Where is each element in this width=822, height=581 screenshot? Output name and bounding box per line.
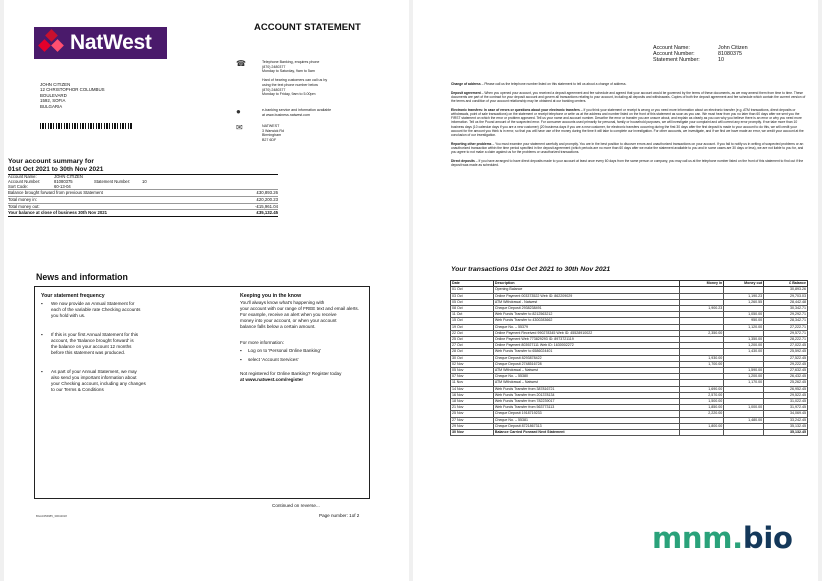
transaction-cell: 26,952.45	[764, 386, 808, 392]
bullet-icon: ▪	[41, 301, 43, 306]
contact-line: (870) 2480377	[262, 87, 286, 92]
transaction-cell: 1,350.00	[724, 337, 764, 343]
news-line: select 'Account Services'	[248, 357, 299, 362]
transaction-cell: 27,022.45	[764, 343, 808, 349]
transaction-cell: 2,350.00	[680, 330, 724, 336]
transaction-cell: Web Funds Transfer to 4300283662	[493, 318, 680, 324]
address-line: BOULEVARD	[40, 92, 67, 98]
transaction-cell: 1,900.23	[680, 306, 724, 312]
transaction-cell: ATM Withdrawal - Natwest	[493, 299, 680, 305]
transaction-cell: 1,200.00	[724, 374, 764, 380]
page2-account-number: 81080375	[718, 51, 742, 58]
summary-value: -£15,961.04	[255, 203, 278, 209]
account-number: 81080375	[54, 178, 73, 184]
contact-line: 3 Warwick Rd	[262, 128, 285, 133]
transaction-cell: 05 Oct	[451, 299, 494, 305]
transaction-cell: 1,590.00	[724, 368, 764, 374]
transaction-cell: Online Payment Received 990278345 Web ID: 45528910022	[493, 330, 680, 336]
transaction-cell: 1,800.00	[680, 423, 724, 429]
statement-page-1	[4, 0, 409, 581]
summary-value: £30,893.26	[256, 190, 278, 196]
transaction-cell: Online Payment Web 773829293 ID: 8973721119	[493, 337, 680, 343]
transaction-cell: 1,500.00	[680, 399, 724, 405]
news-right-item	[240, 357, 370, 363]
transaction-cell: 29,292.71	[764, 312, 808, 318]
transaction-cell: 11 Oct	[451, 312, 494, 318]
transaction-cell: Online Payment 003373522 Web ID: 862209029	[493, 293, 680, 299]
contact-line: NATWEST	[262, 124, 280, 128]
transaction-cell: 25 Oct	[451, 337, 494, 343]
transaction-cell: 05 Nov	[451, 368, 494, 374]
terms-paragraph	[451, 142, 807, 155]
summary-period: 01st Oct 2021 to 30th Nov 2021	[8, 166, 278, 175]
transaction-cell: 21 Nov	[451, 405, 494, 411]
news-line: Log on to 'Personal Online Banking'	[248, 348, 321, 353]
column-header: Description	[493, 281, 680, 287]
contact-text	[262, 60, 382, 97]
transaction-cell	[724, 430, 764, 436]
page2-account-info: Account Name: John Citizen Account Number: 81080375 Statement Number: 10	[653, 45, 748, 64]
transaction-cell: Web Funds Transfer to 8212563212	[493, 312, 680, 318]
postal-barcode	[40, 123, 132, 129]
transaction-cell: 26,432.45	[764, 374, 808, 380]
contact-line: using the text phone number below	[262, 82, 318, 87]
statement-page-2	[413, 0, 818, 581]
transaction-cell: 08 Oct	[451, 306, 494, 312]
column-header: Money out	[724, 281, 764, 287]
transaction-cell: 14 Nov	[451, 386, 494, 392]
page2-statement-number: 10	[718, 57, 724, 64]
news-left-item	[41, 301, 191, 319]
news-line: balance falls below a certain amount.	[240, 324, 316, 329]
transaction-cell: 27 Oct	[451, 343, 494, 349]
customer-address	[40, 82, 105, 109]
transaction-cell: Balance Carried Forward Next Statement	[493, 430, 680, 436]
contact-text	[262, 124, 382, 142]
contact-line: Monday to Saturday, 9am to 5am	[262, 69, 315, 74]
transaction-cell: 29,703.03	[764, 293, 808, 299]
contact-line: Hard of hearing customers can call us by	[262, 78, 328, 83]
transaction-cell: 31,972.45	[764, 405, 808, 411]
transaction-cell: 27,632.45	[764, 368, 808, 374]
transaction-cell: 34,069.45	[764, 411, 808, 417]
transaction-cell: 1,120.00	[724, 324, 764, 330]
transaction-cell	[680, 430, 724, 436]
terms-body: – You must examine your statement carefully and promptly. You are in the best position to discover errors and unauthorized transactions on your account. If you fail to notify us in writing of suspected problems or an unauthorized transaction within the time period specified in the deposit agreement (which periods are no more than 60 days after we make the statement available to you and in some cases are 30 days or less), we are not liable to you for, and you agree to not make a claim against us for the problems or unauthorized transactions.	[451, 141, 804, 155]
transaction-cell: 1,200.00	[724, 343, 764, 349]
transaction-cell: ATM Withdrawal – Natwest	[493, 368, 680, 374]
mail-icon: ✉	[236, 123, 243, 132]
transaction-cell: 1,190.23	[724, 293, 764, 299]
transaction-cell: 25 Nov	[451, 411, 494, 417]
terms-heading: Reporting other problems	[451, 141, 492, 146]
transaction-cell: 11 Nov	[451, 380, 494, 386]
summary-value: £20,200.23	[256, 196, 278, 202]
transaction-cell: 31,022.45	[764, 399, 808, 405]
bullet-icon: ▪	[41, 369, 43, 374]
terms-body: – If you have arranged to have direct deposits made to your account at least once every 60 days from the same person or company, you may call us at the telephone number listed on the front of this statement to find out if the deposit was made as scheduled.	[451, 158, 804, 168]
transaction-cell: 02 Nov	[451, 361, 494, 367]
transaction-cell: 07 Nov	[451, 374, 494, 380]
transaction-cell: Web Funds Transfer to 6586024401	[493, 349, 680, 355]
transaction-cell: 28,222.71	[764, 337, 808, 343]
address-line: JOHN CITIZEN	[40, 82, 71, 87]
mouse-icon: ●	[236, 107, 241, 116]
terms-heading: Electronic transfers: In case of errors or questions about your electronic transfers	[451, 107, 580, 112]
transactions-title: Your transactions 01st Oct 2021 to 30th Nov 2021	[451, 266, 611, 273]
transaction-cell: 27,222.71	[764, 324, 808, 330]
transaction-cell: 18 Nov	[451, 399, 494, 405]
summary-info: Account Name: JOHN CITIZEN Account Number: 81080375 Statement Number: 10 Sort Code: 60-13-04	[8, 175, 278, 190]
page-number: Page number: 1of 2	[319, 513, 360, 518]
transaction-cell: Cheque No. – 55381	[493, 417, 680, 423]
column-header: £ Balance	[764, 281, 808, 287]
transaction-cell: 1,850.00	[680, 405, 724, 411]
terms-section	[451, 82, 807, 172]
transaction-cell: Cheque Deposit 8721867313	[493, 423, 680, 429]
contact-text	[262, 108, 382, 117]
terms-heading: Change of address	[451, 82, 481, 86]
news-line: each of the variable rate Checking accounts	[51, 307, 141, 312]
news-line: account, the 'Balance brought forward' is	[51, 338, 134, 343]
register-line: at www.natwest.com/register	[240, 377, 304, 382]
news-left-item	[41, 332, 191, 356]
news-line: before this statement was produced.	[51, 350, 126, 355]
summary-label: Total money in:	[8, 196, 37, 202]
terms-body: – When you opened your account, you received a deposit agreement and fee schedule and agreed that your account would be governed by the terms of these documents, as we may amend them from time to time. These documents are part of the contract for your deposit account and govern all transactions relating to your account, including all deposits and withdrawals. Copies of both the deposit agreement and fee schedule which contain the current version of the terms and condition of your account relationship may be obtained at our banking centers.	[451, 90, 806, 104]
natwest-logo: NatWest	[34, 27, 167, 59]
bullet-icon: ▪	[240, 357, 242, 362]
transaction-cell: Cheque Deposit 2748516728	[493, 361, 680, 367]
page2-account-name: John Citizen	[718, 45, 748, 51]
transaction-cell: 1,700.00	[680, 361, 724, 367]
contact-line: Telephone Banking, enquires phone	[262, 60, 320, 64]
summary-row	[8, 190, 278, 197]
summary-row	[8, 210, 278, 217]
transaction-cell: 01 Oct	[451, 287, 494, 293]
transaction-cell: 25,262.45	[764, 380, 808, 386]
transaction-cell: Web Funds Transfer from 782239017	[493, 399, 680, 405]
address-line: 12 CHRISTOPHOR COLUMBUS	[40, 87, 105, 93]
news-right-column	[240, 293, 370, 383]
transaction-cell: 22 Oct	[451, 330, 494, 336]
transaction-cell: 03 Oct	[451, 293, 494, 299]
statement-title: ACCOUNT STATEMENT	[254, 22, 361, 33]
transaction-cell: 29 Nov	[451, 423, 494, 429]
transaction-cell: 27,522.45	[764, 355, 808, 361]
news-line: you hold with us.	[51, 313, 86, 318]
transaction-cell: Cheque Deposit 2938238491	[493, 306, 680, 312]
transaction-cell: 16 Nov	[451, 392, 494, 398]
contact-line: e-banking service and information available	[262, 108, 332, 112]
transaction-cell: 19 Oct	[451, 324, 494, 330]
transaction-cell: 29,572.71	[764, 330, 808, 336]
transaction-cell: 30,893.26	[764, 287, 808, 293]
column-header: Money in	[680, 281, 724, 287]
transaction-cell: Cheque Deposit 1918719233	[493, 411, 680, 417]
news-line: For example, receive an alert when you receive	[240, 312, 337, 317]
transaction-cell: ATM Withdrawal – Natwest	[493, 380, 680, 386]
transaction-cell: Opening Balance	[493, 287, 680, 293]
transaction-cell: 35,132.45	[764, 423, 808, 429]
transaction-cell: 28,342.71	[764, 318, 808, 324]
transaction-cell: 30 Oct	[451, 355, 494, 361]
transaction-cell: 29,522.45	[764, 392, 808, 398]
transaction-cell: Web Funds Transfer from 563773113	[493, 405, 680, 411]
transaction-cell: 35,132.45	[764, 430, 808, 436]
news-line: your Checking account, including any changes	[51, 381, 146, 386]
transaction-cell: 28 Oct	[451, 349, 494, 355]
contact-line: (870) 2480377	[262, 64, 286, 69]
sort-code: 60-13-04	[54, 183, 71, 189]
terms-body: – If you think your statement or receipt is wrong or you need more information about an electronic transfer (e.g. ATM transactions, direct deposits or withdrawals, point of sale transactions) on the statement or receipt telephone or write us at the address and number listed on the front of this statement as soon as you can. We must hear from you no later than 60 days after we sent you the FIRST statement on which the error or problem appeared. Tell us your name and account number. Describe the error or transfer you are unsure about, and explain as clearly as you can why you believe there is an error or why you need more information. Tell us the Pound amount of the suspected error. For consumer accounts used primarily for personal, family or household purposes, we will investigate your complaint and will correct any error promptly. If we take more than 10 business days (10 calendar days if you are a new customer) (20 business days if you are a new customer, for electronic transfers occurring during the first 30 days after the first deposit is made to your account to do this, we will credit your account for the amount you think is in error, so that you will have use of the money during the time it will take to complete our investigation. For other accounts, we investigate, and if we find we have made an error, we credit your account at the conclusion of our investigation.	[451, 107, 804, 138]
terms-paragraph	[451, 82, 807, 86]
transaction-cell: Web Funds Transfer from 387816721	[493, 386, 680, 392]
news-left-item	[41, 369, 191, 393]
summary-row	[8, 197, 278, 204]
transaction-cell: 30 Nov	[451, 430, 494, 436]
news-title: News and information	[36, 272, 128, 282]
address-line: BULGARIA	[40, 103, 63, 109]
statement-number: 10	[142, 178, 147, 184]
contact-line: Birmingham	[262, 133, 282, 138]
reference-code: BGA3456985_30042018	[36, 514, 67, 518]
bullet-icon: ▪	[41, 332, 43, 337]
transaction-cell: Cheque No. – 55380	[493, 374, 680, 380]
news-line: money into your account, or when your account	[240, 318, 337, 323]
summary-label: Total money out:	[8, 203, 40, 209]
news-line: You'll always know what's happening with	[240, 300, 325, 305]
transaction-cell: 1,430.00	[724, 349, 764, 355]
summary-rows	[8, 190, 278, 216]
transaction-cell: 1,050.00	[724, 312, 764, 318]
terms-paragraph	[451, 91, 807, 104]
transaction-row	[451, 430, 808, 436]
more-info-label: For more information:	[240, 340, 284, 345]
natwest-cubes-icon	[38, 29, 66, 57]
terms-paragraph	[451, 159, 807, 167]
terms-paragraph	[451, 108, 807, 137]
terms-body: – Please call us the telephone number listed on this statement to tell us about a change of address.	[480, 82, 627, 86]
transaction-cell: 25,592.45	[764, 349, 808, 355]
summary-title: Your account summary for	[8, 158, 94, 165]
transactions-table	[450, 280, 808, 436]
news-line: If this is your first Annual Statement for this	[51, 332, 139, 337]
transaction-cell: Cheque Deposit 8293878422	[493, 355, 680, 361]
transaction-cell: 30,342.71	[764, 306, 808, 312]
transaction-cell: 1,000.00	[724, 405, 764, 411]
continued-note: Continued on reverse...	[272, 503, 320, 508]
transaction-cell: 1,690.00	[680, 386, 724, 392]
bullet-icon: ▪	[240, 348, 242, 353]
transaction-cell: 28,442.48	[764, 299, 808, 305]
transaction-cell: Online Payment 803927111 Web ID: 1630002272	[493, 343, 680, 349]
terms-heading: Deposit agreement	[451, 90, 481, 95]
transaction-cell: 1,480.00	[724, 417, 764, 423]
news-line: to our Terms & Conditions	[51, 387, 104, 392]
account-name: JOHN CITIZEN	[54, 174, 83, 179]
summary-label: Your balance at close of business 30th Nov 2021	[8, 210, 108, 216]
transaction-cell: 1,260.55	[724, 299, 764, 305]
transaction-cell: Cheque No. – 55379	[493, 324, 680, 330]
summary-value: £35,132.45	[256, 210, 278, 216]
transaction-cell: 1,170.00	[724, 380, 764, 386]
transaction-cell: 950.00	[724, 318, 764, 324]
terms-heading: Direct deposits	[451, 158, 475, 163]
contact-line: at www.business.natwest.com	[262, 112, 310, 117]
summary-row	[8, 204, 278, 211]
transaction-cell: 2,570.00	[680, 392, 724, 398]
transaction-cell: 29,222.45	[764, 361, 808, 367]
transaction-cell: 27 Nov	[451, 417, 494, 423]
news-line: your account with our range of FREE text and email alerts.	[240, 306, 359, 311]
news-line: the balance on your account 12 months	[51, 344, 132, 349]
account-summary	[8, 158, 278, 217]
transaction-cell: 33,242.45	[764, 417, 808, 423]
column-header: Date	[451, 281, 494, 287]
news-line: also send you important information about	[51, 375, 137, 380]
phone-icon: ☎	[236, 59, 246, 68]
news-left-column	[41, 293, 191, 406]
contact-line: B27 6DF	[262, 137, 277, 142]
transaction-cell: 1,930.00	[680, 355, 724, 361]
news-box	[34, 286, 370, 499]
contact-line: Monday to Friday, 9am to 5.00pm	[262, 92, 316, 97]
transaction-cell: 15 Oct	[451, 318, 494, 324]
summary-label: Balance brought forward from previous Statement	[8, 190, 103, 196]
transaction-cell: 2,220.00	[680, 411, 724, 417]
news-right-heading: Keeping you in the know	[240, 293, 302, 299]
news-right-item	[240, 348, 370, 354]
news-left-heading: Your statement frequency	[41, 293, 105, 299]
register-line: Not registered for Online Banking? Register today	[240, 371, 342, 376]
transaction-cell: Web Funds Transfer from 201378134	[493, 392, 680, 398]
address-line: 1592, SOFIA	[40, 98, 66, 104]
watermark-logo: mnm.bio	[652, 521, 793, 555]
news-line: We now provide an Annual Statement for	[51, 301, 135, 306]
news-line: As part of your Annual Statement, we may	[51, 369, 137, 374]
